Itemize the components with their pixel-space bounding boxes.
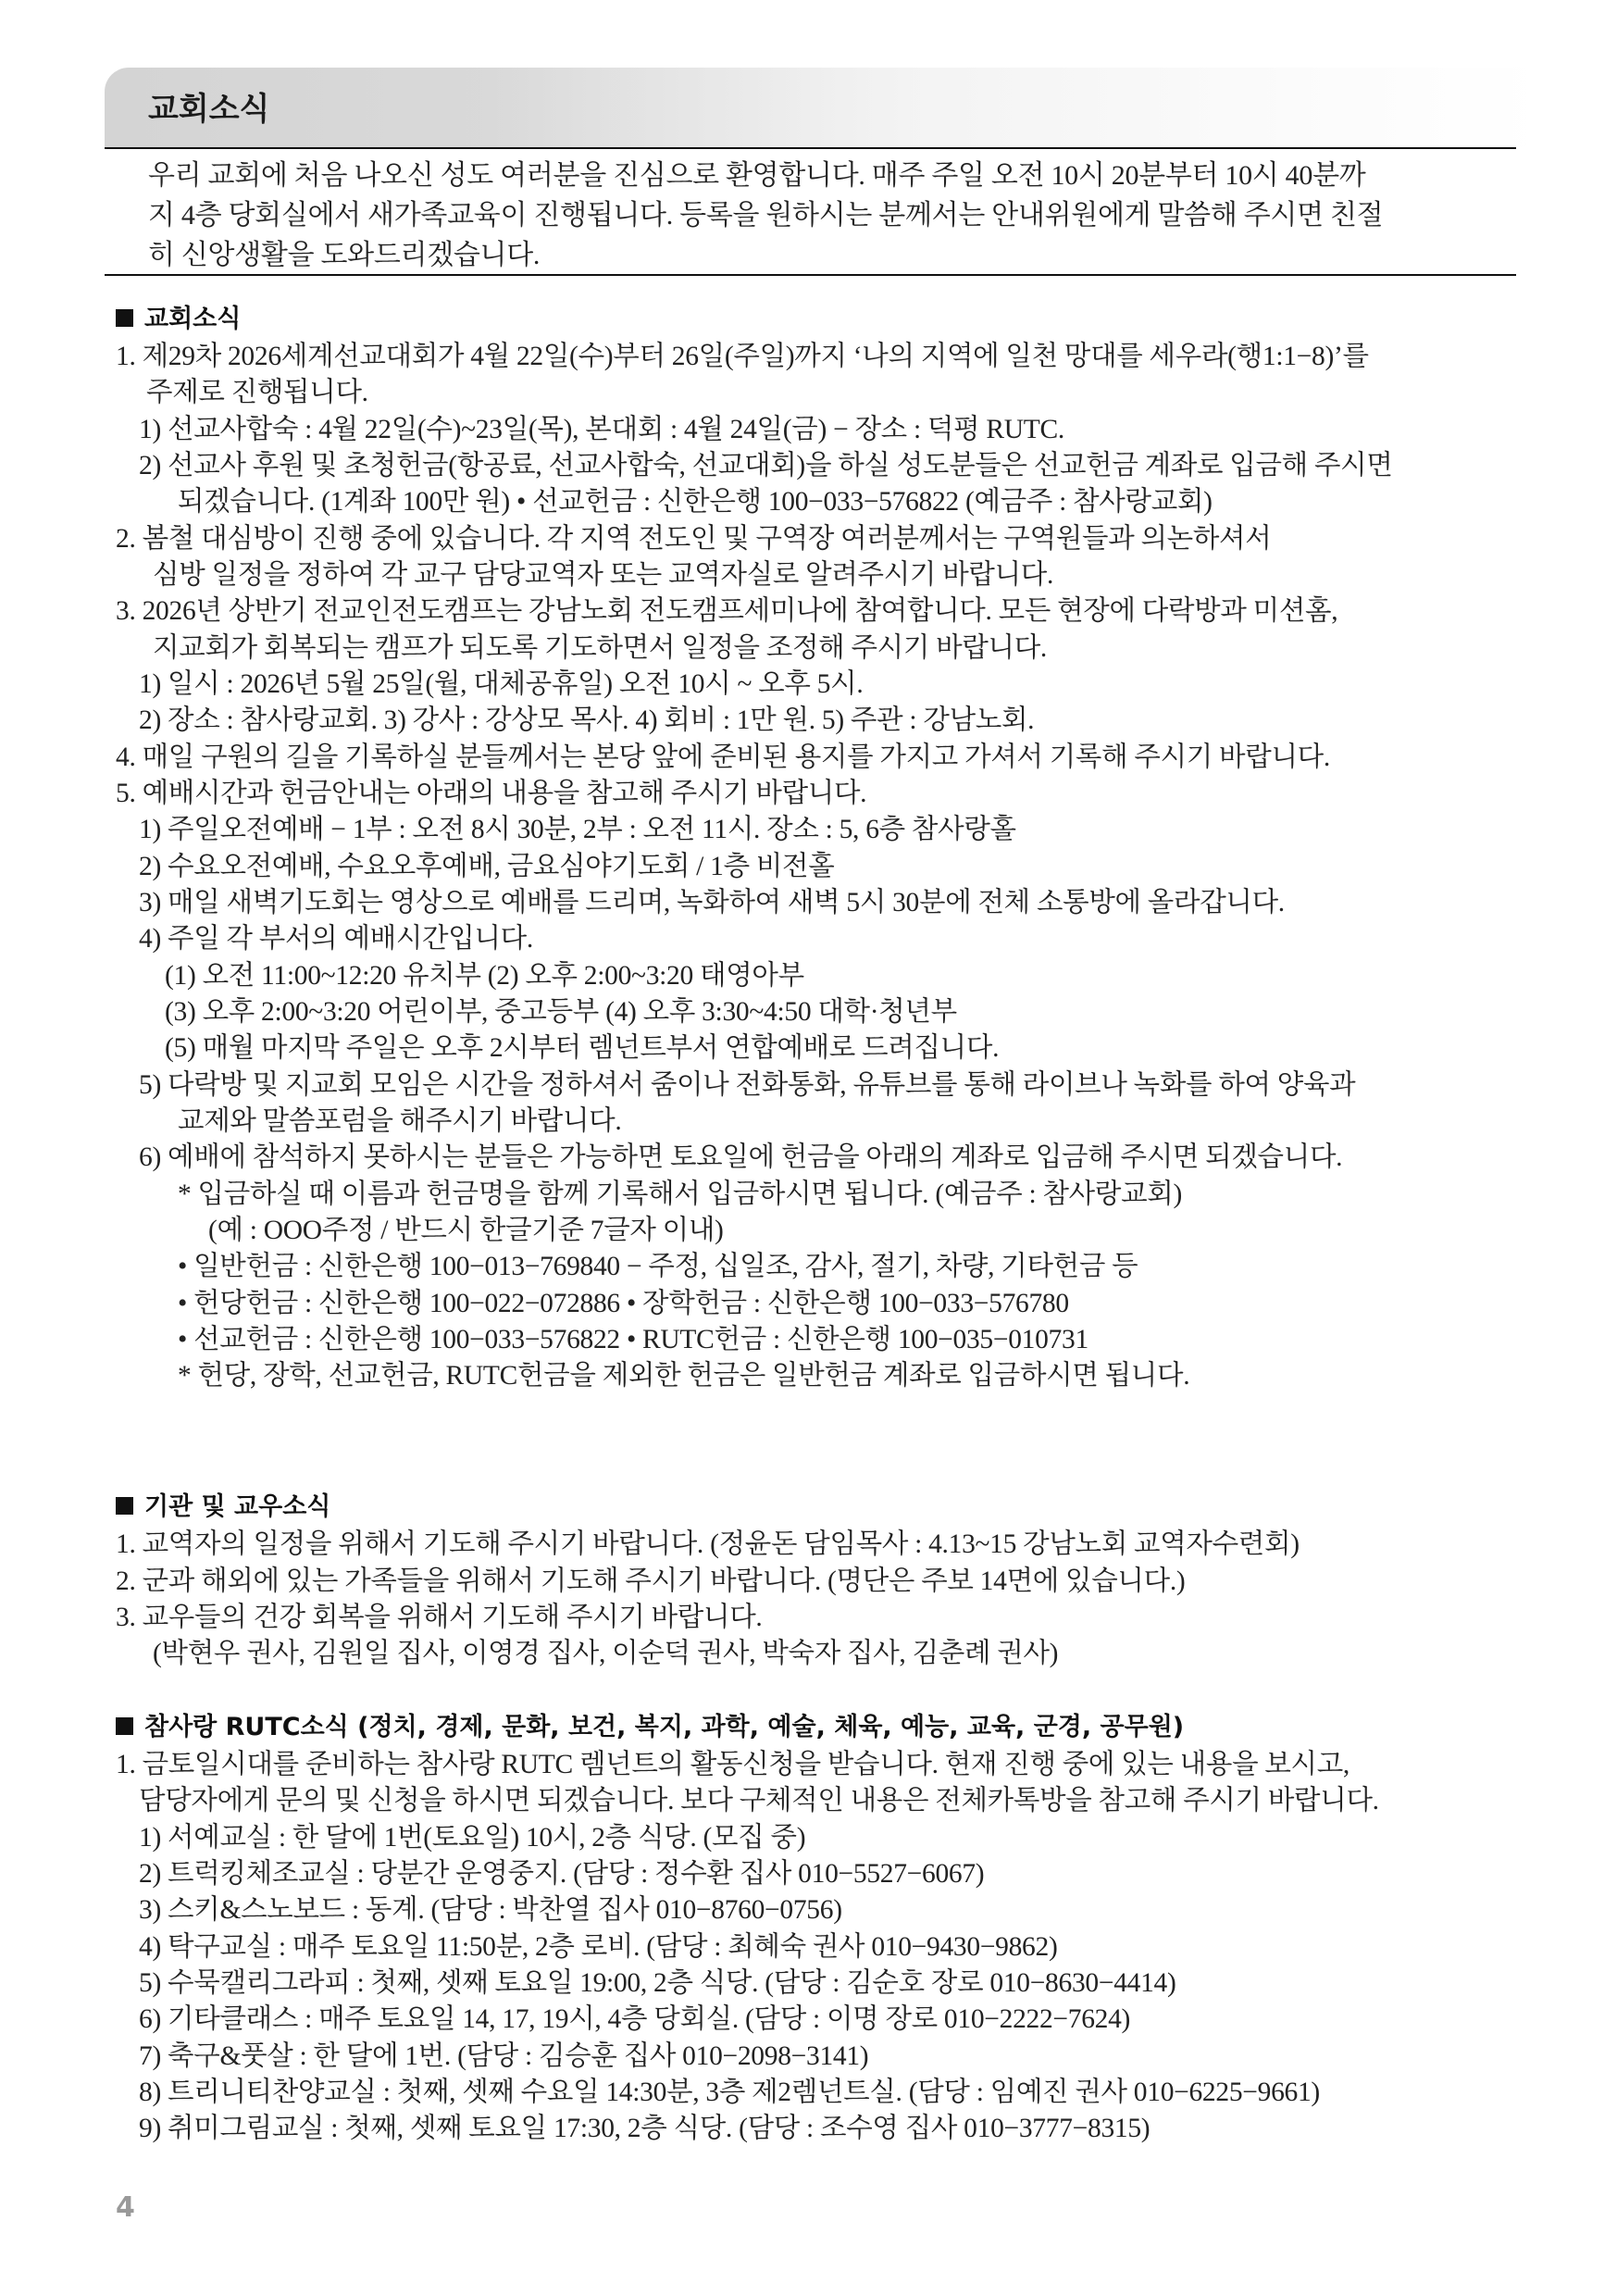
list-item: (박현우 권사, 김원일 집사, 이영경 집사, 이순덕 권사, 박숙자 집사, 김춘례 권사) — [153, 1639, 1059, 1668]
intro-line: 우리 교회에 처음 나오신 성도 여러분을 진심으로 환영합니다. 매주 주일 오전 10시 20분부터 10시 40분까 — [148, 160, 1366, 191]
section-title: 기관 및 교우소식 — [144, 1492, 331, 1521]
header-tab-fade — [491, 68, 1546, 147]
square-bullet-icon — [116, 1717, 133, 1735]
intro-divider-bottom — [105, 274, 1516, 276]
list-item: 심방 일정을 정하여 각 교구 담당교역자 또는 교역자실로 알려주시기 바랍니다. — [153, 560, 1054, 590]
list-item: 4) 주일 각 부서의 예배시간입니다. — [139, 924, 533, 954]
section-heading-rutc-news — [116, 1706, 1184, 1742]
list-item: 1. 금토일시대를 준비하는 참사랑 RUTC 렘넌트의 활동신청을 받습니다. 현재 진행 중에 있는 내용을 보시고, — [116, 1750, 1350, 1779]
page-title: 교회소식 — [148, 91, 270, 128]
list-item: (1) 오전 11:00~12:20 유치부 (2) 오후 2:00~3:20 태영아부 — [165, 961, 804, 991]
list-item: 되겠습니다. (1계좌 100만 원) • 선교헌금 : 신한은행 100−033−576822 (예금주 : 참사랑교회) — [178, 487, 1213, 517]
list-item: 담당자에게 문의 및 신청을 하시면 되겠습니다. 보다 구체적인 내용은 전체카톡방을 참고해 주시기 바랍니다. — [139, 1786, 1379, 1816]
list-item: 1. 제29차 2026세계선교대회가 4월 22일(수)부터 26일(주일)까지 ‘나의 지역에 일천 망대를 세우라(행1:1−8)’를 — [116, 342, 1369, 371]
list-item: • 일반헌금 : 신한은행 100−013−769840 − 주정, 십일조, 감사, 절기, 차량, 기타헌금 등 — [178, 1252, 1138, 1281]
list-item: 8) 트리니티찬양교실 : 첫째, 셋째 수요일 14:30분, 3층 제2렘넌트실. (담당 : 임예진 권사 010−6225−9661) — [139, 2078, 1320, 2107]
list-item: 3. 교우들의 건강 회복을 위해서 기도해 주시기 바랍니다. — [116, 1603, 763, 1632]
list-item: (3) 오후 2:00~3:20 어린이부, 중고등부 (4) 오후 3:30~4:50 대학·청년부 — [165, 997, 957, 1027]
list-item: * 입금하실 때 이름과 헌금명을 함께 기록해서 입금하시면 됩니다. (예금주 : 참사랑교회) — [178, 1179, 1182, 1209]
list-item: 2) 트럭킹체조교실 : 당분간 운영중지. (담당 : 정수환 집사 010−5527−6067) — [139, 1859, 985, 1889]
list-item: 1) 주일오전예배 − 1부 : 오전 8시 30분, 2부 : 오전 11시. 장소 : 5, 6층 참사랑홀 — [139, 815, 1016, 844]
list-item: 5) 수묵캘리그라피 : 첫째, 셋째 토요일 19:00, 2층 식당. (담당 : 김순호 장로 010−8630−4414) — [139, 1968, 1176, 1998]
list-item: 교제와 말씀포럼을 해주시기 바랍니다. — [178, 1106, 622, 1136]
list-item: 7) 축구&풋살 : 한 달에 1번. (담당 : 김승훈 집사 010−2098−3141) — [139, 2041, 869, 2071]
list-item: 6) 예배에 참석하지 못하시는 분들은 가능하면 토요일에 헌금을 아래의 계좌로 입금해 주시면 되겠습니다. — [139, 1142, 1343, 1172]
list-item: 9) 취미그림교실 : 첫째, 셋째 토요일 17:30, 2층 식당. (담당 : 조수영 집사 010−3777−8315) — [139, 2114, 1151, 2143]
intro-line: 지 4층 당회실에서 새가족교육이 진행됩니다. 등록을 원하시는 분께서는 안내위원에게 말씀해 주시면 친절 — [148, 200, 1384, 231]
square-bullet-icon — [116, 1497, 133, 1515]
list-item: 4. 매일 구원의 길을 기록하실 분들께서는 본당 앞에 준비된 용지를 가지고 가셔서 기록해 주시기 바랍니다. — [116, 742, 1330, 772]
list-item: 2) 장소 : 참사랑교회. 3) 강사 : 강상모 목사. 4) 회비 : 1만 원. 5) 주관 : 강남노회. — [139, 705, 1035, 735]
list-item: 3) 스키&스노보드 : 동계. (담당 : 박찬열 집사 010−8760−0756) — [139, 1895, 842, 1925]
list-item: 5. 예배시간과 헌금안내는 아래의 내용을 참고해 주시기 바랍니다. — [116, 779, 867, 808]
header-divider-top — [105, 147, 1516, 149]
list-item: 3) 매일 새벽기도회는 영상으로 예배를 드리며, 녹화하여 새벽 5시 30분에 전체 소통방에 올라갑니다. — [139, 888, 1285, 917]
page-number: 4 — [116, 2191, 135, 2224]
list-item: 1. 교역자의 일정을 위해서 기도해 주시기 바랍니다. (정윤돈 담임목사 : 4.13~15 강남노회 교역자수련회) — [116, 1529, 1300, 1559]
list-item: 2) 선교사 후원 및 초청헌금(항공료, 선교사합숙, 선교대회)을 하실 성도분들은 선교헌금 계좌로 입금해 주시면 — [139, 451, 1393, 480]
list-item: 4) 탁구교실 : 매주 토요일 11:50분, 2층 로비. (담당 : 최혜숙 권사 010−9430−9862) — [139, 1932, 1058, 1962]
list-item: 1) 서예교실 : 한 달에 1번(토요일) 10시, 2층 식당. (모집 중) — [139, 1823, 806, 1853]
section-title: 교회소식 — [144, 305, 242, 333]
list-item: 3. 2026년 상반기 전교인전도캠프는 강남노회 전도캠프세미나에 참여합니다. 모든 현장에 다락방과 미션홈, — [116, 596, 1338, 626]
square-bullet-icon — [116, 309, 133, 327]
list-item: 2. 봄철 대심방이 진행 중에 있습니다. 각 지역 전도인 및 구역장 여러분께서는 구역원들과 의논하셔서 — [116, 524, 1272, 554]
list-item: 5) 다락방 및 지교회 모임은 시간을 정하셔서 줌이나 전화통화, 유튜브를 통해 라이브나 녹화를 하여 양육과 — [139, 1070, 1356, 1100]
list-item: • 헌당헌금 : 신한은행 100−022−072886 • 장학헌금 : 신한은행 100−033−576780 — [178, 1289, 1069, 1318]
list-item: * 헌당, 장학, 선교헌금, RUTC헌금을 제외한 헌금은 일반헌금 계좌로 입금하시면 됩니다. — [178, 1361, 1190, 1391]
list-item: 주제로 진행됩니다. — [146, 378, 368, 407]
list-item: 1) 일시 : 2026년 5월 25일(월, 대체공휴일) 오전 10시 ~ 오후 5시. — [139, 669, 864, 699]
intro-line: 히 신앙생활을 도와드리겠습니다. — [148, 240, 541, 270]
list-item: 지교회가 회복되는 캠프가 되도록 기도하면서 일정을 조정해 주시기 바랍니다. — [153, 633, 1047, 663]
section-title: 참사랑 RUTC소식 (정치, 경제, 문화, 보건, 복지, 과학, 예술, 체육, 예능, 교육, 군경, 공무원) — [144, 1713, 1185, 1741]
list-item: 6) 기타클래스 : 매주 토요일 14, 17, 19시, 4층 당회실. (담당 : 이명 장로 010−2222−7624) — [139, 2004, 1131, 2034]
section-heading-member-news — [116, 1486, 330, 1522]
list-item: 2) 수요오전예배, 수요오후예배, 금요심야기도회 / 1층 비전홀 — [139, 852, 835, 881]
list-item: • 선교헌금 : 신한은행 100−033−576822 • RUTC헌금 : 신한은행 100−035−010731 — [178, 1325, 1088, 1354]
list-item: 1) 선교사합숙 : 4월 22일(수)~23일(목), 본대회 : 4월 24일(금) − 장소 : 덕평 RUTC. — [139, 415, 1064, 444]
list-item: (5) 매월 마지막 주일은 오후 2시부터 렘넌트부서 연합예배로 드려집니다. — [165, 1033, 1000, 1063]
list-item: 2. 군과 해외에 있는 가족들을 위해서 기도해 주시기 바랍니다. (명단은 주보 14면에 있습니다.) — [116, 1566, 1186, 1596]
welcome-intro — [148, 156, 1499, 275]
list-item: (예 : OOO주정 / 반드시 한글기준 7글자 이내) — [208, 1216, 724, 1245]
section-heading-church-news — [116, 298, 241, 334]
